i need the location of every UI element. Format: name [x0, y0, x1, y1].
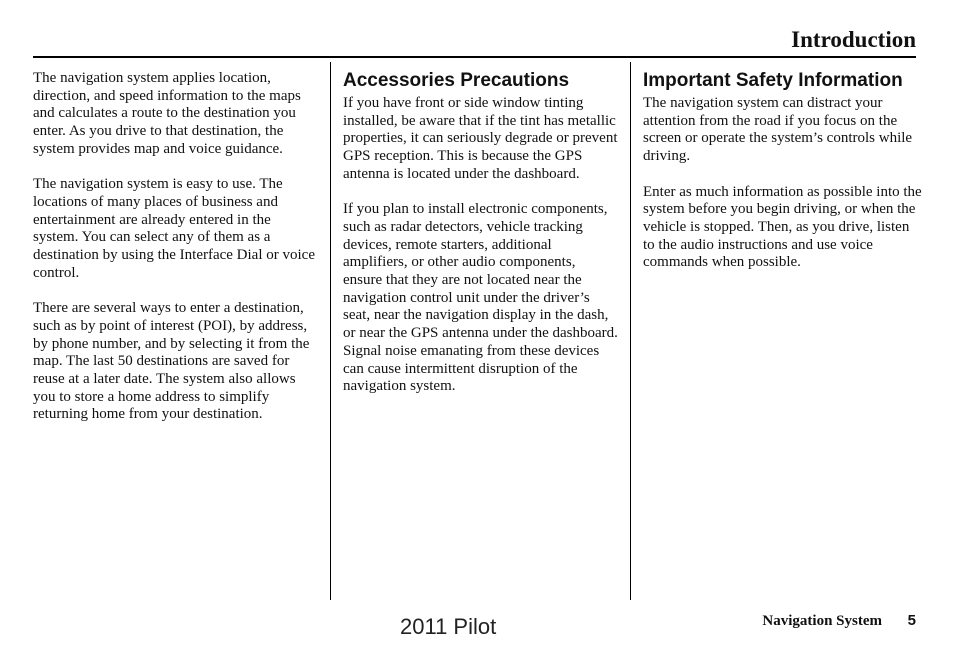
intro-column	[33, 70, 318, 442]
header-rule	[33, 56, 916, 58]
intro-paragraph-3: There are several ways to enter a destination, such as by point of interest (POI), by address, by phone number, and by selecting it from the map. The last 50 destinations are saved for reuse at a later date. The system also allows you to store a home address to simplify returning home from your destination.	[33, 300, 310, 423]
accessories-paragraph-1: If you have front or side window tinting installed, be aware that if the tint has metallic properties, it can seriously degrade or prevent GPS reception. This is because the GPS antenna is located under the dashboard.	[343, 95, 618, 182]
accessories-paragraph-2: If you plan to install electronic components, such as radar detectors, vehicle tracking devices, remote starters, additional amplifiers, or other audio components, ensure that they are not located near the navigation control unit under the driver’s seat, near the navigation display in the dash, or near the GPS antenna under the dashboard. Signal noise emanating from these devices can cause intermittent disruption of the navigation system.	[343, 201, 618, 395]
safety-column	[643, 70, 923, 290]
intro-paragraph-2: The navigation system is easy to use. The locations of many places of business and entertainment are already entered in the system. You can select any of them as a destination by using the Interface Dial or voice control.	[33, 176, 315, 281]
page-title: Introduction	[791, 27, 916, 52]
watermark-text: 2011 Pilot	[400, 614, 497, 639]
accessories-heading: Accessories Precautions	[343, 70, 570, 91]
accessories-column	[343, 70, 618, 414]
safety-paragraph-1: The navigation system can distract your attention from the road if you focus on the screen or operate the system’s controls while driving.	[643, 95, 913, 165]
column-divider-left	[330, 62, 331, 600]
intro-paragraph-1: The navigation system applies location, direction, and speed information to the maps and calculates a route to the destination you enter. As you drive to that destination, the system provides map and voice guidance.	[33, 70, 301, 157]
page-number: 5	[907, 612, 916, 629]
safety-paragraph-2: Enter as much information as possible into the system before you begin driving, or when the vehicle is stopped. Then, as you drive, listen to the audio instructions and use voice commands when possible.	[643, 183, 922, 271]
footer-section-label: Navigation System	[762, 613, 882, 629]
safety-heading: Important Safety Information	[643, 70, 903, 91]
column-divider-right	[630, 62, 631, 600]
